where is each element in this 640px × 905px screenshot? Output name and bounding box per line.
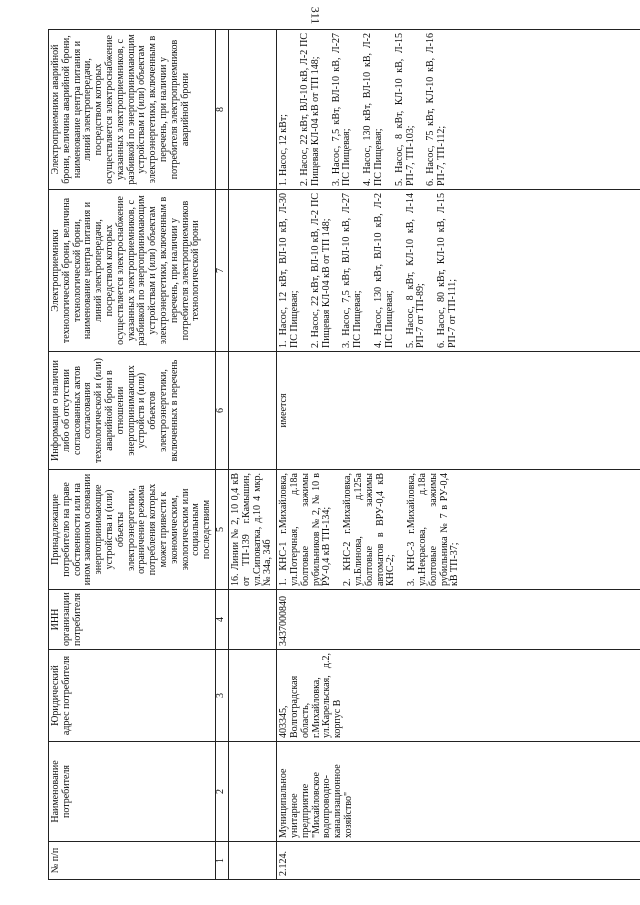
header-row — [49, 30, 216, 880]
column-number: 4 — [215, 590, 228, 650]
acts-status: имеется — [277, 352, 640, 470]
emergency-reserve-item: 5. Насос, 8 кВт, КЛ-10 кВ, Л-15 РП-7, ТП-103; — [393, 33, 416, 186]
table-row — [277, 30, 640, 880]
emergency-reserve-item: 3. Насос, 7,5 кВт, ВЛ-10 кВ, Л-27 ПС Пищевая; — [330, 33, 353, 186]
header-cell: ИНН организации потребителя — [49, 590, 216, 650]
emergency-reserve-cell — [277, 30, 640, 190]
header-cell: Электроприемники аварийной брони, величина аварийной брони, наименование центра питания и линий электропередачи, посредством которых осуществляется электроснабжение указанных электроприемников, с разбивкой по энергопринимающим устройствам и (или) объектам электроэнергетики, включенным в перечень, при наличии у потребителя электроприемников аварийной брони — [49, 30, 216, 190]
consumer-name: Муниципальное унитарное предприятие "Михайловское водопроводно-канализационное хозяйство" — [277, 742, 640, 842]
header-cell: Информация о наличии либо об отсутствии согласованных актов согласования технологической и (или) аварийной брони в отношении энергопринимающих устройств и (или) объектов электроэнергетики, включенных в перечень — [49, 352, 216, 470]
rotated-table-container — [48, 30, 640, 880]
device-item: 3. КНС-3 г.Михайловка, ул.Некрасова, д.18а болтовые зажимы рубильника № 7 в РУ-0,4 кВ ТП-37; — [406, 473, 461, 586]
header-cell: Электроприемники технологической брони, величина технологической брони, наименование центра питания и линий электропередачи, посредством которых осуществляется электроснабжение указанных электроприемников, с разбивкой по энергопринимающим устройствам и (или) объектам электроэнергетики, включенным в перечень, при наличии у потребителя электроприемников технологической брони — [49, 190, 216, 352]
header-cell: Наименование потребителя — [49, 742, 216, 842]
device-item: 1. КНС-1 г.Михайловка, ул.Потерчная, д.18а болтовые зажимы рубильников № 2, № 10 в РУ-0,4 кВ ТП-134; — [278, 473, 333, 586]
row-number: 2.124. — [277, 842, 640, 880]
consumer-table — [48, 29, 640, 880]
emergency-reserve-item: 1. Насос, 12 кВт; — [278, 114, 290, 186]
column-number: 3 — [215, 650, 228, 742]
column-number: 6 — [215, 352, 228, 470]
column-number: 7 — [215, 190, 228, 352]
column-number: 2 — [215, 742, 228, 842]
column-number: 5 — [215, 470, 228, 590]
column-number: 8 — [215, 30, 228, 190]
continuation-device: 16. Линии № 2, 10 0,4 кВ от ТП-139 г.Камышин, ул.Сиповатка, д.10 4 мкр. № 34а, 34б — [228, 470, 276, 590]
continuation-row — [228, 30, 276, 880]
column-number-row — [215, 30, 228, 880]
emergency-reserve-item: 4. Насос, 130 кВт, ВЛ-10 кВ, Л-2 ПС Пищевая; — [362, 33, 384, 186]
header-cell: Принадлежащие потребителю на праве собственности или на ином законном основании энергопринимающие устройства и (или) объекты электроэнергетики, ограничение режима потребления которых может привести к экономическим, экологическим или социальным последствиям — [49, 470, 216, 590]
tech-reserve-item: 6. Насос, 80 кВт, КЛ-10 кВ, Л-15 РП-7 от ТП-111; — [436, 193, 458, 348]
header-cell: № п/п — [49, 842, 216, 880]
consumer-address: 403345, Волгоградская область, г.Михайловка, ул.Карельская, д.2, корпус В — [277, 650, 640, 742]
tech-reserve-item: 3. Насос, 7,5 кВт, ВЛ-10 кВ, Л-27 ПС Пищевая; — [341, 193, 364, 348]
tech-reserve-item: 2. Насос, 22 кВт, ВЛ-10 кВ, Л-2 ПС Пищевая КЛ-04 кВ от ТП 148; — [309, 193, 332, 348]
consumer-inn: 3437000840 — [277, 590, 640, 650]
tech-reserve-cell — [277, 190, 640, 352]
tech-reserve-item: 5. Насос, 8 кВт, КЛ-10 кВ, Л-14 РП-7 от ТП-89; — [404, 193, 427, 348]
column-number: 1 — [215, 842, 228, 880]
devices-cell — [277, 470, 640, 590]
page-number: 311 — [308, 6, 323, 25]
emergency-reserve-item: 2. Насос, 22 кВт, ВЛ-10 кВ, Л-2 ПС Пищевая КЛ-04 кВ от ТП 148; — [298, 33, 321, 186]
device-item: 2. КНС-2 г.Михайловка, ул.Блинова, д.125а болтовые зажимы автоматов в ВРУ-0,4 кВ КНС-2; — [342, 473, 397, 586]
emergency-reserve-item: 6. Насос, 75 кВт, КЛ-10 кВ, Л-16 РП-7, ТП-112; — [425, 33, 448, 186]
tech-reserve-item: 1. Насос, 12 кВт, ВЛ-10 кВ, Л-30 ПС Пищевая; — [278, 193, 300, 348]
tech-reserve-item: 4. Насос, 130 кВт, ВЛ-10 кВ, Л-2 ПС Пищевая; — [372, 193, 395, 348]
header-cell: Юридический адрес потребителя — [49, 650, 216, 742]
